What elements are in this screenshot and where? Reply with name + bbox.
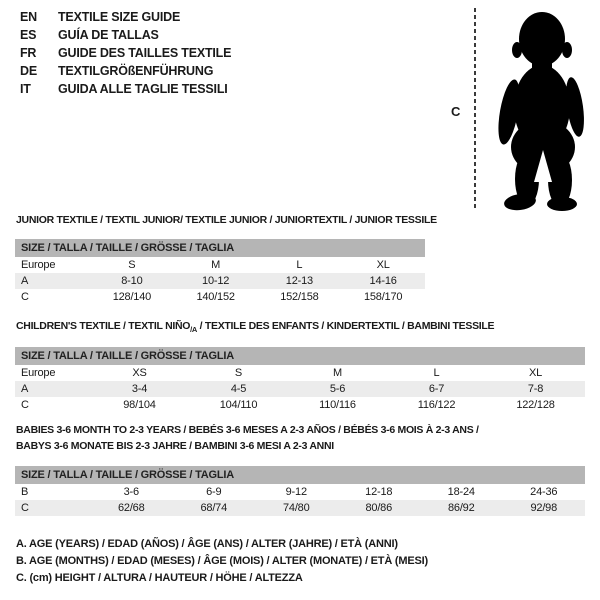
- size-header-bar: SIZE / TALLA / TAILLE / GRÖSSE / TAGLIA: [15, 239, 425, 257]
- size-header-bar: SIZE / TALLA / TAILLE / GRÖSSE / TAGLIA: [15, 347, 585, 365]
- babies-title-line2: BABYS 3-6 MONATE BIS 2-3 JAHRE / BAMBINI 3-6 MESI A 2-3 ANNI: [16, 440, 334, 452]
- table-row-height: [15, 289, 425, 305]
- language-code: ES: [20, 28, 37, 42]
- table-row-age-months: [15, 484, 585, 500]
- language-row-it: [20, 80, 231, 98]
- row-label: C: [21, 399, 29, 411]
- height-cell: 152/158: [280, 291, 319, 303]
- size-cell: XS: [132, 367, 147, 379]
- row-label: C: [21, 291, 29, 303]
- age-cell: 6-7: [428, 383, 445, 395]
- height-cell: 92/98: [530, 502, 558, 514]
- children-table: [15, 347, 585, 413]
- age-cell: 5-6: [329, 383, 346, 395]
- language-code: IT: [20, 82, 31, 96]
- age-cell: 24-36: [530, 486, 558, 498]
- age-cell: 9-12: [285, 486, 307, 498]
- language-code: EN: [20, 10, 37, 24]
- size-cell: M: [211, 259, 221, 271]
- language-row-fr: [20, 44, 231, 62]
- footnote-legend: [16, 536, 428, 587]
- row-label: A: [21, 383, 29, 395]
- children-title-sub: /A: [190, 325, 198, 335]
- height-cell: 104/110: [219, 399, 258, 411]
- height-cell: 68/74: [200, 502, 228, 514]
- children-title-post: / TEXTILE DES ENFANTS / KINDERTEXTIL / BAMBINI TESSILE: [197, 320, 495, 332]
- age-cell: 18-24: [447, 486, 475, 498]
- height-cell: 62/68: [117, 502, 145, 514]
- height-cell: 98/104: [123, 399, 156, 411]
- children-title-pre: CHILDREN'S TEXTILE / TEXTIL NIÑO: [16, 320, 191, 332]
- baby-height-figure: [445, 4, 597, 214]
- language-label: GUIDE DES TAILLES TEXTILE: [58, 46, 232, 60]
- size-cell: XL: [376, 259, 390, 271]
- children-table-title: [16, 318, 494, 338]
- language-row-es: [20, 26, 231, 44]
- age-cell: 7-8: [527, 383, 544, 395]
- height-measure-label: C: [451, 104, 461, 119]
- table-row-europe: [15, 257, 425, 273]
- age-cell: 3-6: [123, 486, 139, 498]
- table-row-age: [15, 273, 425, 289]
- row-label: C: [21, 502, 29, 514]
- size-cell: S: [128, 259, 136, 271]
- height-cell: 158/170: [363, 291, 403, 303]
- age-cell: 14-16: [369, 275, 397, 287]
- size-cell: L: [296, 259, 303, 271]
- row-label: Europe: [21, 367, 56, 379]
- language-row-de: [20, 62, 231, 80]
- footnote-age-months: B. AGE (MONTHS) / EDAD (MESES) / ÂGE (MOIS) / ALTER (MONATE) / ETÀ (MESI): [16, 555, 428, 567]
- height-cell: 110/116: [319, 399, 356, 411]
- language-code: DE: [20, 64, 37, 78]
- row-label: A: [21, 275, 29, 287]
- table-row-height: [15, 397, 585, 413]
- height-cell: 128/140: [112, 291, 152, 303]
- height-cell: 116/122: [417, 399, 456, 411]
- table-row-age: [15, 381, 585, 397]
- footnote-age-years: A. AGE (YEARS) / EDAD (AÑOS) / ÂGE (ANS) / ALTER (JAHRE) / ETÀ (ANNI): [16, 538, 398, 550]
- language-code: FR: [20, 46, 37, 60]
- junior-table: [15, 239, 425, 305]
- age-cell: 4-5: [230, 383, 247, 395]
- height-cell: 86/92: [447, 502, 475, 514]
- age-cell: 12-18: [365, 486, 393, 498]
- babies-table-title: [16, 422, 479, 454]
- table-row-height: [15, 500, 585, 516]
- size-header-bar: SIZE / TALLA / TAILLE / GRÖSSE / TAGLIA: [15, 466, 585, 484]
- language-label: GUÍA DE TALLAS: [58, 28, 159, 42]
- age-cell: 8-10: [121, 275, 143, 287]
- height-cell: 140/152: [196, 291, 235, 303]
- size-cell: M: [333, 367, 342, 379]
- height-cell: 80/86: [365, 502, 393, 514]
- height-dashed-line: [474, 8, 476, 208]
- language-label: GUIDA ALLE TAGLIE TESSILI: [58, 82, 228, 96]
- size-cell: XL: [528, 367, 543, 379]
- height-cell: 74/80: [282, 502, 310, 514]
- age-cell: 3-4: [131, 383, 148, 395]
- babies-title-line1: BABIES 3-6 MONTH TO 2-3 YEARS / BEBÉS 3-6 MESES A 2-3 AÑOS / BÉBÉS 3-6 MOIS À 2-3 ANS /: [16, 424, 479, 436]
- footnote-height: C. (cm) HEIGHT / ALTURA / HAUTEUR / HÖHE / ALTEZZA: [16, 572, 303, 584]
- baby-silhouette-icon: [487, 4, 597, 211]
- table-row-europe: [15, 365, 585, 381]
- row-label: Europe: [21, 259, 56, 271]
- age-cell: 12-13: [285, 275, 313, 287]
- language-row-en: [20, 8, 231, 26]
- language-list: [20, 8, 231, 98]
- babies-table: [15, 466, 585, 516]
- size-cell: L: [433, 367, 440, 379]
- height-cell: 122/128: [516, 399, 555, 411]
- age-cell: 6-9: [206, 486, 222, 498]
- language-label: TEXTILGRÖßENFÜHRUNG: [58, 64, 214, 78]
- age-cell: 10-12: [202, 275, 230, 287]
- size-cell: S: [234, 367, 243, 379]
- row-label: B: [21, 486, 29, 498]
- junior-table-title: JUNIOR TEXTILE / TEXTIL JUNIOR/ TEXTILE JUNIOR / JUNIORTEXTIL / JUNIOR TESSILE: [16, 214, 437, 226]
- language-label: TEXTILE SIZE GUIDE: [58, 10, 181, 24]
